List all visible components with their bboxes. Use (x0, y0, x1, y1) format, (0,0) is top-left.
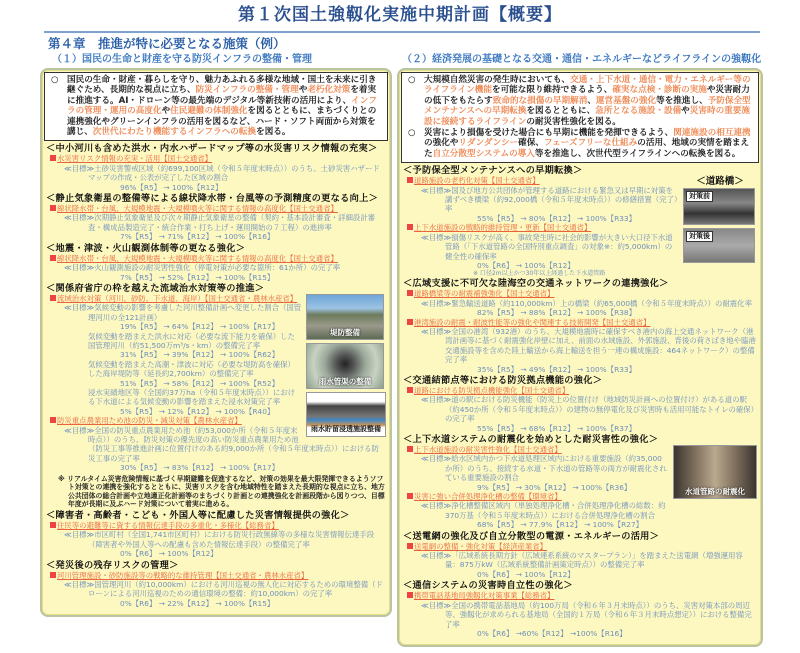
highlight-text: 交通・上下水道・通信・電力・エネルギー等のライフライン機能 (424, 75, 751, 96)
photo-caption: 水道管路の耐震化 (685, 487, 745, 496)
rainwater-facility-photo (306, 392, 386, 437)
section-heading: ＜中小河川も含めた洪水・内水ハザードマップ等の水災害リスク情報の充実＞ (46, 143, 378, 155)
section-heading: ＜予防保全型メンテナンスへの早期転換＞ (403, 165, 583, 177)
red-square-icon (407, 446, 413, 452)
section (44, 283, 388, 509)
measure-label-text: 流域治水対策（河川、砂防、下水道、海岸）【国土交通省・農林水産省】 (57, 293, 298, 303)
intro-text: 確保、 (518, 138, 544, 149)
red-square-icon (50, 205, 56, 211)
goal-text: ≪目標≫土砂災害警戒区域（約699,100区域（令和５年度末時点））のうち、土砂災害ハザードマップの作成・公表が完了した区域の割合 (64, 163, 380, 183)
measure-label-text: 道路橋梁等の耐震補強強化【国土交通省】 (414, 289, 555, 299)
red-square-icon (50, 295, 56, 301)
goal-text: ≪目標≫損傷リスクが高く、事故発生時に社会的影響が大きい大口径下水道管路（「下水道管路の全国特別重点調査」の対象※：約5,000km）の健全性の確保率 (421, 232, 673, 261)
goal-text: ≪目標≫火山観測施設の耐災害性強化（停電対策が必要な箇所：61か所）の完了率 (64, 263, 341, 273)
goal-progress: 19%【R5】 → 64%【R12】 → 100%【R17】 (120, 322, 280, 332)
intro-text: 等を推進し、次世代型ライフラインへの転換を図る。 (534, 148, 741, 159)
left-sections (44, 143, 388, 608)
goal-progress: 68%【R5】 → 77.9%【R12】 → 100%【R27】 (477, 520, 644, 530)
page-title: 第１次国土強靱化実施中期計画【概要】 (238, 5, 562, 25)
goal-text: ≪目標≫市区町村（全国1,741市区町村）における防災行政無線等の多様な災害情報伝達手段（障害者や外国人等への配慮も含めた情報伝達手段）の整備完了率 (64, 530, 375, 549)
measure-label-text: 港湾施設の耐震・耐波性能等の強化や関連する技術開発【国土交通省】 (414, 317, 651, 327)
left-intro-box (44, 72, 388, 141)
bullet-circle-icon: ○ (51, 75, 59, 85)
red-square-icon (50, 155, 56, 161)
highlight-text: 確実な点検・診断の実施 (612, 85, 707, 96)
goal-progress: 9%【R5】 → 30%【R12】 → 100%【R36】 (477, 482, 632, 492)
levee-photo (306, 294, 384, 340)
goal-text: ≪目標≫給水区域内かつ下水道処理区域内における重要施設（約35,000か所）のうち、接続する水道・下水道の管路等の両方が耐震化されている重要施設の割合 (421, 454, 667, 483)
right-panel (397, 68, 763, 647)
red-square-icon (407, 387, 413, 393)
intro-paragraph (51, 75, 382, 138)
measure-label-text: 道路における防災拠点機能強化【国土交通省】 (414, 385, 570, 395)
section (44, 193, 388, 242)
highlight-text: 致命的な損傷の早期解消 (492, 95, 588, 106)
section-heading: ＜静止気象衛星の整備等による線状降水帯・台風等の予測精度の更なる向上＞ (46, 193, 379, 205)
intro-text: 、 (587, 95, 596, 106)
goal-text: ≪目標≫国及び地方公共団体が管理する道路における緊急又は早期に対策を講ずべき橋梁（約92,000橋（令和５年度末時点））の修繕措置（完了）率 (421, 185, 678, 214)
red-square-icon (407, 543, 413, 549)
after-tag: 対策後 (686, 231, 713, 242)
bullet-circle-icon: ○ (408, 75, 416, 85)
section (44, 143, 388, 192)
intro-text: 大規模自然災害の発生時においても、 (424, 75, 571, 85)
section-heading: ＜上下水道システムの耐震化を始めとした耐災害性の強化＞ (403, 434, 659, 445)
intro-text: を可能な限り維持できるよう、 (491, 85, 613, 96)
measure-label-text: 上下水道施設の耐災害性強化【国土交通省】 (414, 445, 562, 454)
before-tag: 対策前 (686, 191, 713, 202)
measure-label-text: 送電網の整備・強化対策【経済産業省】 (414, 541, 548, 551)
measure-label (46, 204, 386, 213)
goal-progress: 35%【R5】 → 49%【R12】 → 100%【R33】 (477, 364, 637, 374)
goal-progress: 0%【R6】 → 100%【R12】 (120, 549, 218, 559)
measure-label (403, 386, 757, 395)
measure-label-text: 災害に強い合併処理浄化槽の整備【環境省】 (414, 492, 562, 502)
goal-progress: 31%【R5】 → 39%【R12】 → 100%【R62】 (120, 350, 280, 360)
red-square-icon (407, 592, 413, 598)
pipe-photo-figure (673, 445, 757, 502)
highlight-text: インフラの管理・運用の高度化 (67, 95, 377, 117)
measure-label-text: 線状降水帯・台風、大規模地震・大規模噴火等に関する情報の高度化【国土交通省】 (57, 253, 338, 263)
goal-text: ≪目標≫国管理河川（約10,000km）における河川巡視の無人化に対応するための環境整備（ドローンによる河川巡視のための通信環境の整備：約10,000km）の完了率 (64, 580, 383, 599)
measure-label-text: 河川管理施設・砂防施設等の戦略的な維持管理【国土交通省・農林水産省】 (57, 570, 309, 580)
bullet-circle-icon: ○ (408, 128, 416, 139)
goal-progress: 55%【R5】 → 80%【R12】 → 100%【R33】 (477, 213, 637, 223)
highlight-text: 関連施設の相互連携 (673, 128, 751, 139)
left-subtitle: （１）国民の生命と財産を守る防災インフラの整備・管理 (52, 54, 312, 65)
red-square-icon (407, 290, 413, 296)
measure-label-text: 道路施設の老朽化対策【国土交通省】 (414, 176, 540, 186)
section (44, 510, 388, 559)
goal-text: ≪目標≫緊急輸送道路（約110,000km）上の橋梁（約65,000橋（令和５年度末時点））の耐震化率 (421, 298, 752, 308)
right-subtitle: （２）経済発展の基礎となる交通・通信・エネルギーなどライフラインの強靱化 (402, 54, 762, 65)
footnote: ※ 口径2m以上かつ30年以上経過した下水道管路 (473, 270, 606, 278)
goal-text: 気候変動を踏まえた洪水に対応（必要な流下能力を確保）した国管理河川（約51,500万m³/s・km）の整備完了率 (88, 331, 295, 350)
measure-label-text: 上下水道施設の戦略的維持管理・更新【国土交通省】 (414, 223, 592, 233)
goal-text: ≪目標≫気候変動の影響を考慮した河川整備計画へ変更した割合（国管理河川の全121計画） (64, 303, 302, 322)
goal-progress: 0%【R6】 → 100%【R12】 (477, 260, 575, 270)
highlight-text: フェーズフリーな仕組み (543, 138, 638, 149)
highlight-text: 予防保全型メンテナンスへの早期転換 (424, 95, 751, 117)
red-square-icon (50, 417, 56, 423)
measure-label (403, 318, 757, 327)
goal-progress: 7%【R5】 → 52%【R12】 → 100%【R15】 (120, 272, 275, 282)
section-heading: ＜送電網の強化及び自立分散型の電源・エネルギーの活用＞ (403, 530, 660, 542)
section-heading: ＜発災後の残存リスクの管理＞ (46, 559, 179, 571)
goal-progress: 0%【R6】 → 100%【R12】 (477, 569, 575, 579)
goal-text: ≪目標≫全国の港湾（932港）のうち、大規模地震時に確保すべき港内の海上交通ネットワーク（港湾計画等に基づく耐震強化岸壁に加え、前面の水域施設、外郭施設、背後の荷さばき地や臨港交通施設等を含めた陸上輸送から海上輸送を担う一連の構成施設：464ネットワーク）の整備完了率 (421, 326, 756, 365)
section (401, 375, 759, 433)
right-intro-box (401, 72, 759, 163)
water-pipe-photo (673, 445, 757, 499)
intro-paragraph (408, 75, 753, 127)
goal-progress: 82%【R5】 → 88%【R12】 → 100%【R38】 (477, 308, 637, 318)
measure-label-text: 線状降水帯・台風、大規模地震・大規模噴火等に関する情報の高度化【国土交通省】 (57, 204, 338, 214)
intro-text: や (681, 106, 690, 117)
section-heading: ＜交通結節点等における防災拠点機能の強化＞ (403, 374, 603, 386)
highlight-text: 住民避難の体制強化 (170, 106, 248, 117)
intro-text: の活用、地域の実情を踏まえた (424, 138, 750, 159)
photo-caption: 雨水貯留浸透施設整備 (311, 424, 381, 433)
river-photos (306, 294, 386, 440)
red-square-icon (407, 493, 413, 499)
section (401, 580, 759, 638)
section (401, 165, 759, 277)
bridge-photos (683, 176, 757, 266)
measure-label (46, 254, 386, 263)
intro-text: や災害耐力の低下をもたらす (424, 85, 750, 106)
measure-label-text: 住民等の避難等に資する情報伝達手段の多重化・多様化【総務省】 (57, 521, 279, 530)
intro-text: を図るとともに、まちづくりとの連携強化やグリーンインフラの活用を図るなど、ハード・ソフト両面から対策を講じ、 (67, 106, 377, 138)
section (401, 434, 759, 530)
intro-text: 国民の生命・財産・暮らしを守り、魅力あふれる多様な地域・国土を未来に引き継ぐため、長期的な視点に立ち、 (67, 75, 377, 96)
measure-label (403, 289, 757, 298)
measure-label-text: 水災害リスク情報の充実・活用【国土交通省】 (57, 154, 213, 164)
section-heading: ＜地震・津波・火山観測体制等の更なる強化＞ (46, 242, 246, 254)
section (401, 278, 759, 374)
goal-progress: 55%【R5】 → 68%【R12】 → 100%【R37】 (477, 423, 637, 433)
intro-text: の強化や (424, 138, 459, 149)
highlight-text: 自立分散型システムの導入 (432, 148, 535, 159)
intro-text: の耐災害性強化を図る。 (526, 116, 621, 127)
title-divider (44, 31, 760, 33)
bridge-before-photo (683, 188, 755, 225)
goal-text: ≪目標≫道の駅における防災機能（防災上の位置付け（地域防災計画への位置付け）がある道の駅（約450か所（令和５年度末時点））の建物の無停電化及び災害時も活用可能なトイレの確保）の完了率 (421, 395, 755, 424)
section-heading: ＜障害者・高齢者・こども・外国人等に配慮した災害情報提供の強化＞ (46, 510, 350, 521)
section-heading: ＜通信システムの災害時自立性の強化＞ (403, 580, 573, 592)
goal-text: 浸水実績地区等（全国約37万ha（令和５年度末時点））における下水道による気候変動の影響を踏まえた浸水対策完了率 (88, 387, 296, 407)
section-heading: ＜関係府省庁の枠を越えた流域治水対策等の推進＞ (46, 282, 265, 294)
highlight-text: リダンダンシー (458, 138, 519, 149)
intro-text: 等を推進し、 (656, 95, 708, 106)
red-square-icon (50, 572, 56, 578)
red-square-icon (407, 319, 413, 325)
note-text: ※ リアルタイム災害危険情報に基づく早期避難を促進するなど、対策の効果を最大限発揮できるようソフト対策との連携を強化するとともに、災害リスクを含む地域特性を踏まえた長期的な視点に立ち、地方公共団体の総合計画や立地適正化計画等のまちづくり計画との連携強化を計画段階から図りつつ、目標年度が長期に及ぶハード対策について着実に進める。 (58, 474, 385, 509)
intro-text: や (161, 106, 171, 117)
section-heading: ＜広域支援に不可欠な陸海空の交通ネットワークの連携強化＞ (403, 278, 669, 290)
highlight-text: 防災インフラの整備・管理 (195, 85, 299, 96)
intro-text: を図る。 (256, 127, 291, 138)
measure-label (46, 571, 386, 580)
intro-text: や (298, 85, 308, 96)
goal-text: ≪目標≫浄化槽整備区域内（単独処理浄化槽・合併処理浄化槽の総数：約370万基（令和５年度末時点））における合併処理浄化槽の割合 (421, 501, 666, 520)
measure-label (403, 542, 757, 551)
goal-progress: 0%【R6】 →60%【R12】 →100%【R16】 (477, 628, 627, 638)
section (44, 560, 388, 609)
red-square-icon (407, 224, 413, 230)
measure-label (46, 521, 386, 530)
goal-progress: 96%【R5】 → 100%【R12】 (120, 182, 223, 192)
photo-caption: 雨水管渠の整備 (318, 376, 372, 386)
measure-label-text: 携帯電話基地局強靱化対策事業【総務省】 (414, 591, 555, 601)
highlight-text: 急所となる施設・設備 (595, 106, 682, 117)
measure-label (403, 591, 757, 600)
section (44, 243, 388, 282)
left-panel (40, 68, 392, 617)
red-square-icon (407, 177, 413, 183)
measure-label (46, 154, 386, 163)
goal-text: ≪目標≫次期静止気象衛星及び次々期静止気象衛星の整備（契約・基本設計審査・詳細設計審査・構成品製造完了・統合作業・打ち上げ・運用開始の７工程）の進捗率 (64, 213, 376, 232)
goal-text: ≪目標≫「広域系統長期方針（広域連系系統のマスタープラン）」を踏まえた送電網（増強運用容量：875万kW（広域系統整備計画策定時点））の整備完了率 (421, 551, 743, 570)
goal-progress: 30%【R5】 → 83%【R12】 → 100%【R17】 (120, 463, 280, 473)
right-sections (401, 165, 759, 638)
goal-progress: 5%【R5】 → 12%【R12】 → 100%【R40】 (120, 406, 275, 416)
section (401, 531, 759, 580)
measure-label-text: 防災重点農業用ため池の防災・減災対策【農林水産省】 (57, 416, 242, 426)
goal-text: 気候変動を踏まえた高潮・津波に対応（必要な堤防高を確保）した海岸堤防等（延長約2,700km）の整備完了率 (88, 359, 295, 379)
goal-progress: 0%【R6】 → 22%【R12】 → 100%【R15】 (120, 598, 275, 608)
highlight-text: 次世代にわたり機能するインフラへの転換 (92, 127, 257, 138)
chapter-heading: 第４章 推進が特に必要となる施策（例） (48, 36, 286, 51)
highlight-text: 老朽化対策 (307, 85, 351, 96)
goal-progress: 7%【R5】 → 71%【R12】 → 100%【R16】 (120, 232, 275, 242)
bridge-after-photo (683, 228, 755, 263)
storm-pipe-photo (306, 343, 384, 389)
highlight-text: 災害時の重要施設に接続するライフライン (424, 106, 750, 127)
goal-text: ≪目標≫全国の防災重点農業用ため池（約53,000か所（令和５年度末時点））のうち、防災対策の優先度の高い防災重点農業用ため池（防災工事等推進計画に位置付けのある約9,000か所（令和５年度末時点））における防災工事の完了率 (64, 425, 379, 463)
red-square-icon (50, 522, 56, 528)
goal-text: ≪目標≫全国の携帯電話基地局（約100万局（令和６年３月末時点））のうち、災害対策本部の周辺等、強靱化が求められる基地局（全国約１万局（令和６年３月末時点想定））における整備完了率 (421, 600, 752, 629)
goal-progress: 51%【R5】 → 58%【R12】 → 100%【R52】 (120, 378, 280, 388)
intro-paragraph (408, 128, 753, 159)
intro-text: 災害により損傷を受けた場合にも早期に機能を発揮できるよう、 (424, 128, 674, 139)
highlight-text: 運営基盤の強化 (595, 95, 657, 106)
bridge-label: ＜道路橋＞ (696, 176, 744, 188)
photo-caption: 堤防整備 (330, 327, 360, 337)
red-square-icon (50, 255, 56, 261)
intro-text: を着実に推進する。AI・ドローン等の最先端のデジタル等新技術の活用により、 (67, 85, 377, 106)
intro-text: を図るとともに、 (526, 106, 596, 117)
